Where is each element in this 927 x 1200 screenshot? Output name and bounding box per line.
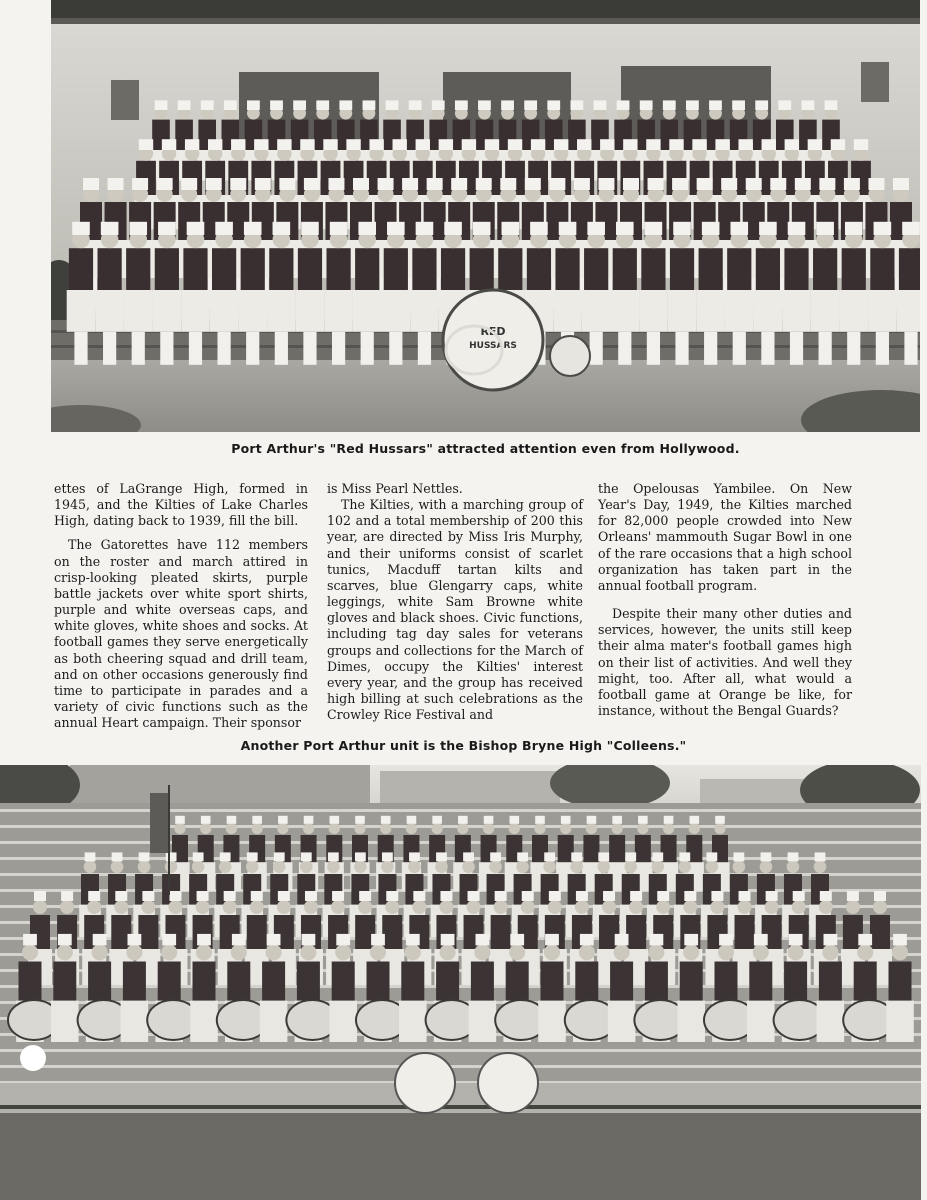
colleens-photo-art xyxy=(0,765,921,1200)
colleens-photo xyxy=(0,765,921,1200)
col2-paragraph-2: The Kilties, with a marching group of 102 and a total membership of 200 this year, are directed by Miss Iris Murphy, and their uniforms consist of scarlet tunics, Macduff tartan kilts and scarves, blue Glengarry caps, white leggings, white Sam Browne white gloves and black shoes. Civic functions, including tag day sales for veterans groups and collections for the March of Dimes, occupy the Kilties' interest every year, and the group has received high billing at such celebrations as the Crowley Rice Festival and xyxy=(327,497,583,723)
red-hussars-photo-art xyxy=(51,0,920,432)
bass-drum-text-2: HUSSARS xyxy=(469,341,517,351)
col1-paragraph-1: ettes of LaGrange High, formed in 1945, and the Kilties of Lake Charles High, dating back to 1939, fill the bill. xyxy=(54,481,308,529)
red-hussars-photo xyxy=(51,0,920,432)
article-column-1 xyxy=(54,481,308,731)
col2-paragraph-1: is Miss Pearl Nettles. xyxy=(327,481,463,496)
article-column-3 xyxy=(598,481,852,719)
article-column-2 xyxy=(327,481,583,723)
bottom-photo-caption: Another Port Arthur unit is the Bishop Bryne High "Colleens." xyxy=(240,738,687,753)
top-photo-caption: Port Arthur's "Red Hussars" attracted attention even from Hollywood. xyxy=(231,441,740,456)
col3-paragraph-2: Despite their many other duties and services, however, the units still keep their alma mater's football games high on their list of activities. And well they might, too. After all, what would a football game at Orange be like, for instance, without the Bengal Guards? xyxy=(598,606,852,719)
col3-paragraph-1: the Opelousas Yambilee. On New Year's Day, 1949, the Kilties marched for 82,000 people crowded into New Orleans' mammouth Sugar Bowl in one of the rare occasions that a high school organization has taken part in the annual football program. xyxy=(598,481,852,593)
binder-hole xyxy=(20,1045,46,1071)
col1-paragraph-2: The Gatorettes have 112 members on the roster and march attired in crisp-looking pleated skirts, purple battle jackets over white sport shirts, purple and white overseas caps, and white gloves, white shoes and socks. At football games they serve energetically as both cheering squad and drill team, and on other occasions generously find time to participate in parades and a variety of civic functions such as the annual Heart campaign. Their sponsor xyxy=(54,537,308,731)
bass-drum-text-1: RED xyxy=(480,325,506,338)
